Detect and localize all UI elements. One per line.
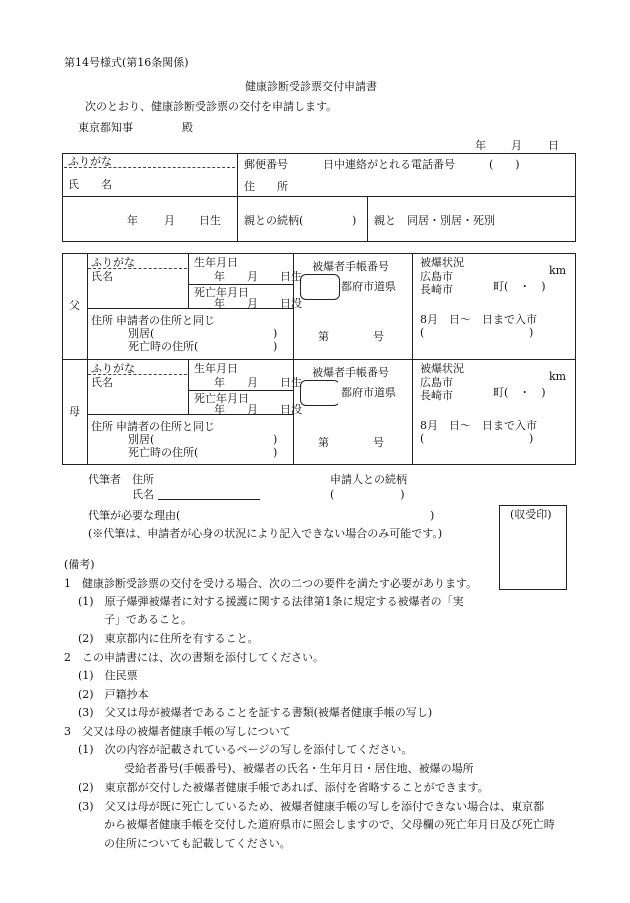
birth-month: 月 [164,214,175,227]
applicant-furigana: ふりがな [68,155,112,168]
father-addr-separate-close: ) [273,327,278,340]
father-furigana: ふりがな [91,256,135,269]
mother-prefecture: 都府市道県 [341,386,396,399]
note-line: (1) 住民票 [78,669,138,682]
mother-furigana: ふりがな [91,362,135,375]
note-line: (3) 父又は母が既に死亡しているため、被爆者健康手帳の写しを添付できない場合は、東京都 [78,800,545,813]
proxy-relation-paren: ( ) [330,488,405,501]
date-day: 日 [548,139,559,152]
note-line: 1 健康診断受診票の交付を受ける場合、次の二つの要件を満たす必要があります。 [64,577,478,590]
note-line: (1) 次の内容が記載されているページの写しを添付してください。 [78,743,413,756]
addressee: 東京都知事 [78,121,133,134]
father-entry-open: ( [420,326,425,339]
phone-label: 日中連絡がとれる電話番号 [323,158,455,171]
mother-town: 町( ・ ) [493,386,546,399]
father-addr-death: 死亡時の住所( [128,340,199,353]
father-birth-ymd: 年 月 日生 [214,270,302,283]
notes-heading: (備考) [64,558,95,571]
intro-text: 次のとおり、健康診断受診票の交付を申請します。 [85,100,338,113]
phone-parens: ( ) [489,158,520,171]
father-nagasaki: 長崎市 [420,283,453,296]
mother-addr-same: 申請者の住所と同じ [116,420,215,433]
stamp-label: (収受印) [510,508,552,521]
date-month: 月 [511,139,522,152]
note-line: から被爆者健康手帳を交付した道府県市に照会しますので、父母欄の死亡年月日及び死亡時 [104,818,555,831]
mother-entry: 8月 日～ 日まで入市 [420,419,537,432]
mother-nagasaki: 長崎市 [420,389,453,402]
mother-addr-separate-close: ) [273,433,278,446]
father-addr-death-close: ) [273,340,278,353]
mother-handbook-no: 第 号 [318,436,384,449]
mother-addr-death: 死亡時の住所( [128,446,199,459]
birth-year: 年 [127,214,138,227]
father-handbook-label: 被爆者手帳番号 [312,260,389,273]
cohabit-label: 親と 同居・別居・死別 [374,214,495,227]
address-label: 住 所 [244,180,288,193]
proxy-label: 代筆者 [88,473,121,486]
form-id: 第14号様式(第16条関係) [64,56,189,69]
mother-birth-label: 生年月日 [194,362,238,375]
proxy-note: (※代筆は、申請者が心身の状況により記入できない場合のみ可能です。) [88,527,443,540]
father-km: km [549,264,567,277]
father-death-label: 死亡年月日 [194,286,249,299]
mother-addr-label: 住所 [91,420,113,433]
proxy-relation: 申請人との続柄 [330,473,407,486]
mother-entry-close: ) [529,432,534,445]
mother-name: 氏名 [91,376,113,389]
note-line: の住所についても記載してください。 [104,837,291,850]
father-entry-close: ) [529,326,534,339]
note-line: (2) 東京都が交付した被爆者健康手帳であれば、添付を省略することができます。 [78,781,489,794]
mother-entry-open: ( [420,432,425,445]
mother-label: 母 [69,405,80,418]
note-line: 受給者番号(手帳番号)、被爆者の氏名・生年月日・居住地、被爆の場所 [124,762,474,775]
father-town: 町( ・ ) [493,280,546,293]
relation-close: ) [352,214,357,227]
proxy-address: 住所 [132,473,154,486]
mother-exposure-label: 被爆状況 [420,362,464,375]
note-line: (3) 父又は母が被爆者であることを証する書類(被爆者健康手帳の写し) [78,706,433,719]
proxy-name: 氏名 [132,488,154,501]
note-line: (2) 東京都内に住所を有すること。 [78,632,259,645]
postal-label: 郵便番号 [244,158,288,171]
father-prefecture: 都府市道県 [341,280,396,293]
father-addr-separate: 別居( [128,327,155,340]
father-name: 氏名 [91,270,113,283]
mother-death-label: 死亡年月日 [194,392,249,405]
proxy-reason: 代筆が必要な理由( [88,509,181,522]
father-addr-same: 申請者の住所と同じ [116,314,215,327]
father-hiroshima: 広島市 [420,270,453,283]
father-death-ymd: 年 月 日没 [214,297,302,310]
father-entry: 8月 日～ 日まで入市 [420,313,537,326]
note-line: 2 この申請書には、次の書類を添付してください。 [64,651,324,664]
father-exposure-label: 被爆状況 [420,256,464,269]
relation-label: 親との続柄( [244,214,304,227]
addressee-suffix: 殿 [182,121,193,134]
note-line: 子」であること。 [104,613,192,626]
applicant-name-label: 氏 名 [68,178,112,191]
father-handbook-no: 第 号 [318,330,384,343]
birth-day: 日生 [199,214,221,227]
proxy-reason-close: ) [430,509,435,522]
father-addr-label: 住所 [91,314,113,327]
mother-handbook-label: 被爆者手帳番号 [312,366,389,379]
date-year: 年 [475,139,486,152]
note-line: 3 父又は母の被爆者健康手帳の写しについて [64,725,291,738]
mother-addr-separate: 別居( [128,433,155,446]
mother-km: km [549,370,567,383]
father-label: 父 [69,299,80,312]
page-title: 健康診断受診票交付申請書 [245,80,377,93]
mother-hiroshima: 広島市 [420,376,453,389]
father-birth-label: 生年月日 [194,256,238,269]
mother-birth-ymd: 年 月 日生 [214,376,302,389]
mother-death-ymd: 年 月 日没 [214,403,302,416]
mother-addr-death-close: ) [273,446,278,459]
note-line: (1) 原子爆弾被爆者に対する援護に関する法律第1条に規定する被爆者の「実 [78,595,464,608]
note-line: (2) 戸籍抄本 [78,688,149,701]
